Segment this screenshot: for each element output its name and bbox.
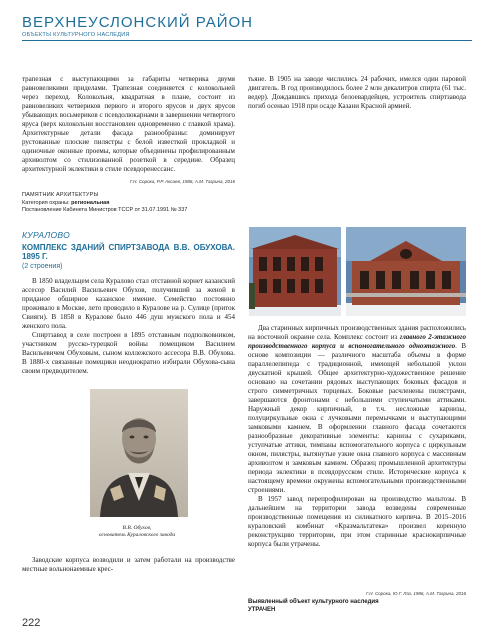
photo-credit: Г.Н. Сорока, Р.Р. Аксаев, 1986, А.М. Тазрина, 2016 — [129, 179, 235, 184]
object-title: КОМПЛЕКС ЗДАНИЙ СПИРТЗАВОДА В.В. ОБУХОВА. 1895 Г. — [22, 242, 235, 261]
body-paragraph: Два старинных кирпичных производственных здания расположились на восточной окраине села. Комплекс состоит из главного 2-этажного производственного корпуса и вспомогательного одноэтажного. В основе композиции — различного масштаба объемы в форме параллелепипеда с традиционной, имеющей небольшой уклон двускатной крышей. Общее архитектурно-художественное решение основано на сочетании рядовых выступающих боковых фасадов и строго симметричных торцевых. Боковые расчленены пилястрами, завершаются фронтонами с небольшими ступенчатыми аттиками. Наружный декор кирпичный, в т.ч. несложные карнизы, полуциркульные окна с лучковыми перемычками и выступающими замковыми камнем. В оформлении главного фасада сочетаются разнообразные декоративные элементы: карнизы с сухариками, уступчатые аттики, тимпаны вспомогательного корпуса с циркульным окном, пилястры, вытянутые узкие окна главного корпуса с массивным архиволтом и замковым камнем. Образец промышленной архитектуры периода эклектики в псевдорусском стиле. Исторические корпуса к настоящему времени окружены вспомогательными производственными строениями. — [248, 324, 467, 494]
monument-label: ПАМЯТНИК АРХИТЕКТУРЫ — [22, 192, 99, 198]
body-paragraph: В 1957 завод перепрофилирован на производство мальтозы. В дальнейшем на территории завода возведены современные производственные помещения из силикатного кирпича. В 2015–2016 кураловский комбинат «Кразмальтатека» произвел коренную реконструкцию территории, при этом старинные краснокирпичные корпуса были утрачены. — [248, 495, 466, 548]
portrait-image — [90, 389, 188, 517]
body-paragraph: В 1850 владельцем села Куралово стал отставной корнет казанский ассесор Василий Васильевич Обухов, получивший за женой в приданое обширное казанское имение. Семейство постоянно проживало в Москве, лето проводило в Куралове на р. Сулице (приток Свияги). В 1858 в Куралове было 446 душ мужского пола и 454 женского пола. — [22, 276, 235, 330]
monument-status — [22, 192, 235, 215]
status-value: УТРАЧЕН — [248, 607, 276, 613]
right-column-top — [248, 75, 466, 111]
header-rule — [22, 40, 472, 41]
body-paragraph: тьяне. В 1905 на заводе числились 24 рабочих, имелся один паровой двигатель. В год производилось более 2 млн декалитров спирта (61 тыс. ведер). Дождавшись прихода белоевардейцев, устроитель спиртзавода погиб осенью 1918 при осаде Казани Красной армией. — [248, 75, 466, 110]
portrait-figure — [82, 389, 192, 539]
running-header — [22, 14, 472, 41]
decree: Постановление Кабинета Министров ТССР от 31.07.1991 № 337 — [22, 207, 188, 213]
body-paragraph: трапезная с выступающими за габариты четверика двумя равновеликими приделами. Трапезная соединяется с колокольней через переход. Колокольня, квадратная в плане, состоит из равновеликих четвериков первого и второго ярусов и двух ярусов убывающих восьмериков с псевдолюкарнами в завершении четвертого яруса (верх колокольни восстановлен одновременно с главкой храма). Архитектурные детали фасада разнообразны: доминирует рустованные плоские пилястры с белой известкой прокладкой и одиночные оконные проемы, которые объединены профилированным архиволтом со стилизованной розеткой в середине. Образец архитектурной эклектики в стиле псевдоренессанс. — [22, 75, 235, 173]
photo-credit: Г.Н. Сорока, Ю.Г. Лаз, 1986, А.М. Тазрина, 2016 — [366, 591, 466, 596]
caption-role: основатель Кураловского завода — [98, 532, 176, 538]
section-subtitle: ОБЪЕКТЫ КУЛЬТУРНОГО НАСЛЕДИЯ — [22, 32, 130, 38]
status-line: Выявленный объект культурного наследия — [248, 599, 379, 605]
emphasis-text: главного 2-этажного производственного корпуса и вспомогательного одноэтажного — [248, 333, 467, 350]
portrait-caption — [82, 525, 192, 539]
category-prefix: Категория охраны: — [22, 199, 70, 206]
section-title: ВЕРХНЕУСЛОНСКИЙ РАЙОН — [22, 14, 253, 31]
page-number: 222 — [22, 617, 41, 629]
object-subtitle: (2 строения) — [22, 262, 63, 270]
factory-photo-auxiliary-building — [346, 227, 466, 316]
caption-name: В.В. Обухов, — [122, 525, 152, 531]
place-name: КУРАЛОВО — [22, 229, 71, 240]
category-value: региональная — [71, 199, 110, 206]
left-column-continued — [22, 556, 235, 574]
left-column — [22, 75, 235, 376]
body-paragraph: Заводские корпуса возводили и затем работали на производстве местные вольнонаемные крес- — [22, 556, 235, 573]
heritage-status — [248, 598, 466, 614]
body-paragraph: Спиртзавод в селе построен в 1895 отставным подполковником, участником русско-турецкой войны помещиком Василием Васильевичем Обуховым, сыном коллежского ассесора В.В. Обухова. В 1880-х связанные помещики неоднократно избирали Обухова-сына своим предводителем. — [22, 330, 235, 375]
factory-photo-main-building — [249, 227, 341, 316]
protection-category — [22, 200, 235, 208]
right-column-main — [248, 324, 466, 549]
